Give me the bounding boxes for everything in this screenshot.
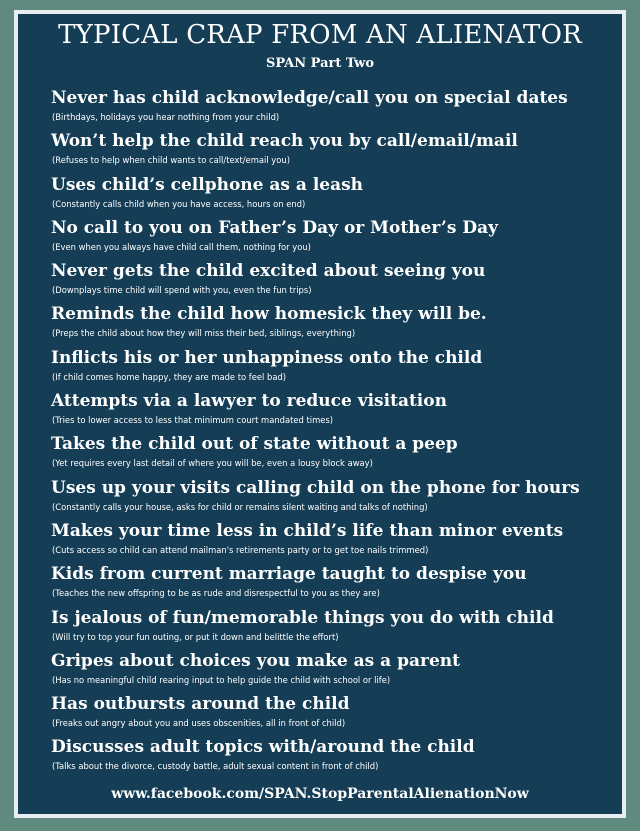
item-note: (Will try to top your fun outing, or put it down and belittle the effort): [52, 631, 339, 642]
item-note: (Has no meaningful child rearing input to help guide the child with school or life): [52, 674, 391, 685]
item-note: (Even when you always have child call them, nothing for you): [52, 241, 311, 252]
item-heading: Gripes about choices you make as a parent: [51, 650, 460, 671]
list-item: [51, 562, 623, 605]
list-item: [51, 129, 623, 172]
item-heading: Kids from current marriage taught to despise you: [51, 564, 527, 585]
item-heading: Inflicts his or her unhappiness onto the child: [51, 347, 483, 368]
footer-url: www.facebook.com/SPAN.StopParentalAlienationNow: [111, 786, 529, 802]
list-item: [51, 519, 623, 562]
item-heading: Is jealous of fun/memorable things you do with child: [51, 607, 554, 628]
item-heading: Never has child acknowledge/call you on special dates: [51, 88, 568, 108]
list-item: [51, 735, 623, 778]
item-heading: Has outbursts around the child: [51, 694, 350, 715]
item-heading: No call to you on Father’s Day or Mother’s Day: [51, 217, 498, 238]
item-note: (Downplays time child will spend with you, even the fun trips): [52, 285, 312, 296]
list-item: [51, 476, 623, 519]
list-item: [51, 606, 623, 649]
item-note: (Yet requires every last detail of where you will be, even a lousy block away): [52, 458, 373, 469]
list-item: [51, 692, 623, 735]
list-item: [51, 173, 623, 216]
list-item: [51, 389, 623, 432]
item-note: (Constantly calls child when you have access, hours on end): [52, 198, 306, 209]
list-item: [51, 432, 623, 475]
list-item: [51, 86, 623, 129]
item-note: (Freaks out angry about you and uses obscenities, all in front of child): [52, 718, 346, 729]
item-note: (Cuts access so child can attend mailman's retirements party or to get toe nails trimmed): [52, 544, 429, 555]
item-heading: Uses child’s cellphone as a leash: [51, 174, 364, 195]
item-note: (Preps the child about how they will miss their bed, siblings, everything): [52, 328, 356, 339]
item-heading: Attempts via a lawyer to reduce visitation: [51, 391, 447, 412]
item-heading: Makes your time less in child’s life than minor events: [51, 520, 564, 541]
item-note: (Teaches the new offspring to be as rude and disrespectful to you as they are): [52, 588, 380, 599]
item-note: (Talks about the divorce, custody battle, adult sexual content in front of child): [52, 761, 379, 772]
poster-subtitle: SPAN Part Two: [265, 56, 375, 71]
item-note: (Birthdays, holidays you hear nothing from your child): [52, 112, 280, 122]
item-list: [51, 86, 623, 779]
list-item: [51, 216, 623, 259]
poster-title: TYPICAL CRAP FROM AN ALIENATOR: [58, 20, 582, 50]
list-item: [51, 259, 623, 302]
item-heading: Takes the child out of state without a peep: [51, 434, 458, 455]
item-note: (If child comes home happy, they are made to feel bad): [52, 371, 287, 382]
item-note: (Tries to lower access to less that minimum court mandated times): [52, 415, 334, 426]
list-item: [51, 649, 623, 692]
item-heading: Never gets the child excited about seeing you: [51, 261, 486, 282]
item-heading: Reminds the child how homesick they will be.: [51, 304, 487, 325]
item-note: (Constantly calls your house, asks for child or remains silent waiting and talks of nothing): [52, 501, 428, 512]
list-item: [51, 346, 623, 389]
list-item: [51, 302, 623, 345]
item-note: (Refuses to help when child wants to call/text/email you): [52, 155, 290, 166]
item-heading: Uses up your visits calling child on the phone for hours: [51, 477, 580, 498]
item-heading: Won’t help the child reach you by call/email/mail: [51, 131, 518, 152]
item-heading: Discusses adult topics with/around the child: [51, 737, 475, 758]
